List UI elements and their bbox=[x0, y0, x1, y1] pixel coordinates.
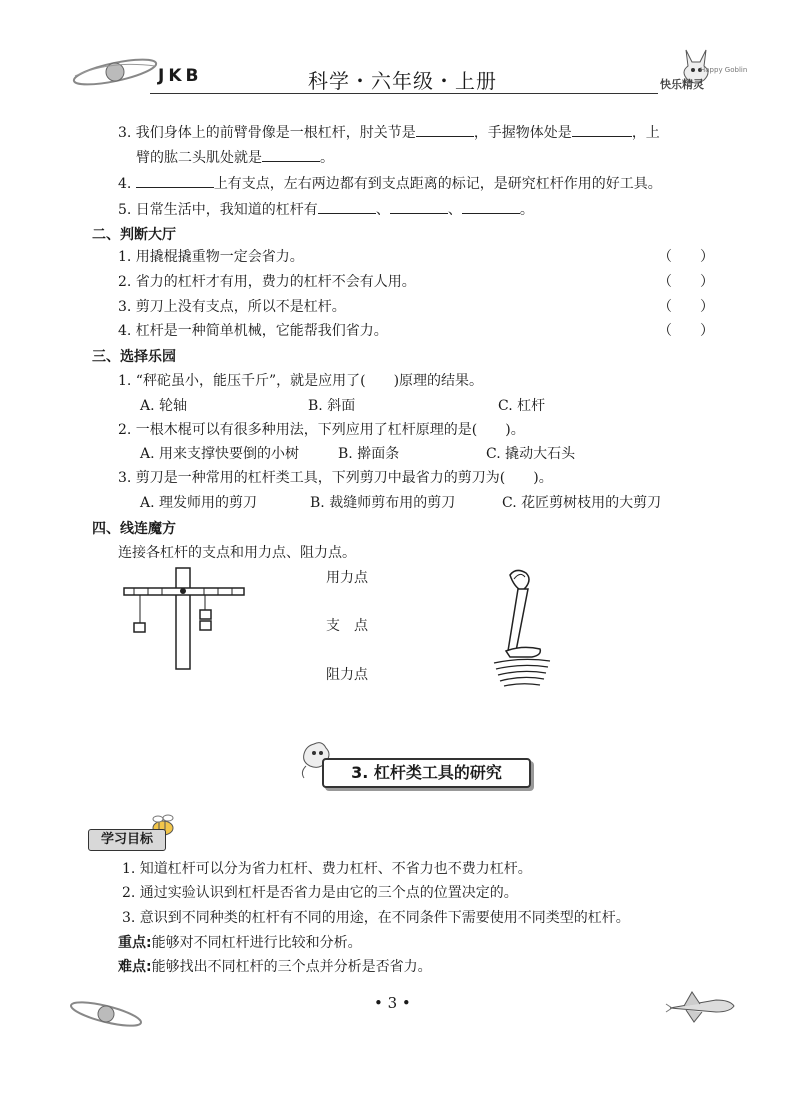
choice-option[interactable]: C. 花匠剪树枝用的大剪刀 bbox=[502, 495, 662, 511]
choice-option[interactable]: A. 用来支撑快要倒的小树 bbox=[140, 446, 300, 462]
choice-stem: 2. 一根木棍可以有很多种用法，下列应用了杠杆原理的是( )。 bbox=[118, 422, 525, 438]
footer-rocket-icon bbox=[664, 986, 740, 1026]
choice-option[interactable]: B. 斜面 bbox=[308, 398, 356, 414]
connect-label-effort: 用力点 bbox=[326, 570, 368, 586]
fill-q3-text-b: ，手握物体处是 bbox=[473, 125, 572, 141]
answer-blank[interactable] bbox=[262, 147, 320, 162]
answer-paren[interactable]: （ ） bbox=[658, 274, 714, 290]
fill-q4-line bbox=[118, 173, 662, 193]
fill-q4-num: 4. bbox=[118, 176, 132, 192]
footer-planet-icon bbox=[66, 994, 146, 1034]
separator: 、 bbox=[375, 202, 390, 218]
logo-text: JKB bbox=[158, 66, 203, 86]
answer-blank[interactable] bbox=[390, 199, 448, 214]
answer-blank[interactable] bbox=[462, 199, 520, 214]
connect-label-fulcrum: 支 点 bbox=[326, 618, 368, 634]
fill-q5-text: 5. 日常生活中，我知道的杠杆有 bbox=[118, 202, 318, 218]
balance-lever-icon bbox=[120, 560, 270, 675]
badge-text: 快乐精灵 bbox=[660, 78, 704, 91]
answer-paren[interactable]: （ ） bbox=[658, 299, 714, 315]
answer-paren[interactable]: （ ） bbox=[658, 323, 714, 339]
fill-q3-text-d: 臂的肱二头肌处就是 bbox=[136, 150, 262, 166]
answer-paren[interactable]: （ ） bbox=[658, 249, 714, 265]
answer-blank[interactable] bbox=[416, 122, 474, 137]
answer-blank[interactable] bbox=[136, 173, 214, 188]
key-label: 重点: bbox=[118, 935, 152, 951]
judge-item: 4. 杠杆是一种简单机械，它能帮我们省力。 bbox=[118, 323, 388, 339]
key-text: 能够对不同杠杆进行比较和分析。 bbox=[151, 935, 362, 951]
fill-q4-text: 上有支点，左右两边都有到支点距离的标记，是研究杠杆作用的好工具。 bbox=[213, 176, 662, 192]
section-title: 四、线连魔方 bbox=[92, 521, 176, 537]
connect-instruction: 连接各杠杆的支点和用力点、阻力点。 bbox=[118, 545, 356, 561]
header-rule bbox=[150, 93, 658, 94]
fill-q5-line bbox=[118, 199, 534, 219]
judge-item: 3. 剪刀上没有支点，所以不是杠杆。 bbox=[118, 299, 346, 315]
badge-subtext: Happy Goblin bbox=[700, 66, 748, 74]
section-title: 二、判断大厅 bbox=[92, 227, 176, 243]
fill-q3-line1 bbox=[118, 122, 660, 142]
goal-item: 3. 意识到不同种类的杠杆有不同的用途，在不同条件下需要使用不同类型的杠杆。 bbox=[122, 910, 630, 926]
lesson-title-banner: 3. 杠杆类工具的研究 bbox=[322, 758, 531, 788]
crowbar-hand-icon bbox=[492, 565, 552, 690]
choice-option[interactable]: C. 杠杆 bbox=[498, 398, 546, 414]
difficult-point bbox=[118, 956, 432, 976]
judge-item: 1. 用撬棍撬重物一定会省力。 bbox=[118, 249, 304, 265]
answer-blank[interactable] bbox=[318, 199, 376, 214]
learning-goals-tag: 学习目标 bbox=[88, 829, 166, 851]
planet-ring-icon bbox=[70, 50, 160, 90]
period: 。 bbox=[519, 202, 534, 218]
difficult-text: 能够找出不同杠杆的三个点并分析是否省力。 bbox=[151, 959, 432, 975]
choice-option[interactable]: A. 轮轴 bbox=[140, 398, 188, 414]
page-number: • 3 • bbox=[374, 994, 411, 1012]
choice-option[interactable]: B. 裁缝师剪布用的剪刀 bbox=[310, 495, 456, 511]
fill-q3-text-a: 3. 我们身体上的前臂骨像是一根杠杆，肘关节是 bbox=[118, 125, 416, 141]
key-point bbox=[118, 932, 362, 952]
goal-item: 2. 通过实验认识到杠杆是否省力是由它的三个点的位置决定的。 bbox=[122, 885, 518, 901]
choice-stem: 3. 剪刀是一种常用的杠杆类工具，下列剪刀中最省力的剪刀为( )。 bbox=[118, 470, 553, 486]
choice-stem: 1. “秤砣虽小，能压千斤”，就是应用了( )原理的结果。 bbox=[118, 373, 484, 389]
fill-q3-text-c: ，上 bbox=[631, 125, 660, 141]
difficult-label: 难点: bbox=[118, 959, 152, 975]
goal-item: 1. 知道杠杆可以分为省力杠杆、费力杠杆、不省力也不费力杠杆。 bbox=[122, 861, 532, 877]
section-title: 三、选择乐园 bbox=[92, 349, 176, 365]
judge-item: 2. 省力的杠杆才有用，费力的杠杆不会有人用。 bbox=[118, 274, 416, 290]
fill-q3-line2 bbox=[136, 147, 334, 167]
answer-blank[interactable] bbox=[572, 122, 632, 137]
choice-option[interactable]: A. 理发师用的剪刀 bbox=[140, 495, 258, 511]
separator: 、 bbox=[447, 202, 462, 218]
connect-label-load: 阻力点 bbox=[326, 667, 368, 683]
choice-option[interactable]: B. 擀面条 bbox=[338, 446, 400, 462]
fill-q3-text-e: 。 bbox=[320, 150, 334, 166]
choice-option[interactable]: C. 撬动大石头 bbox=[486, 446, 576, 462]
page-title: 科学・六年级・上册 bbox=[308, 69, 497, 93]
